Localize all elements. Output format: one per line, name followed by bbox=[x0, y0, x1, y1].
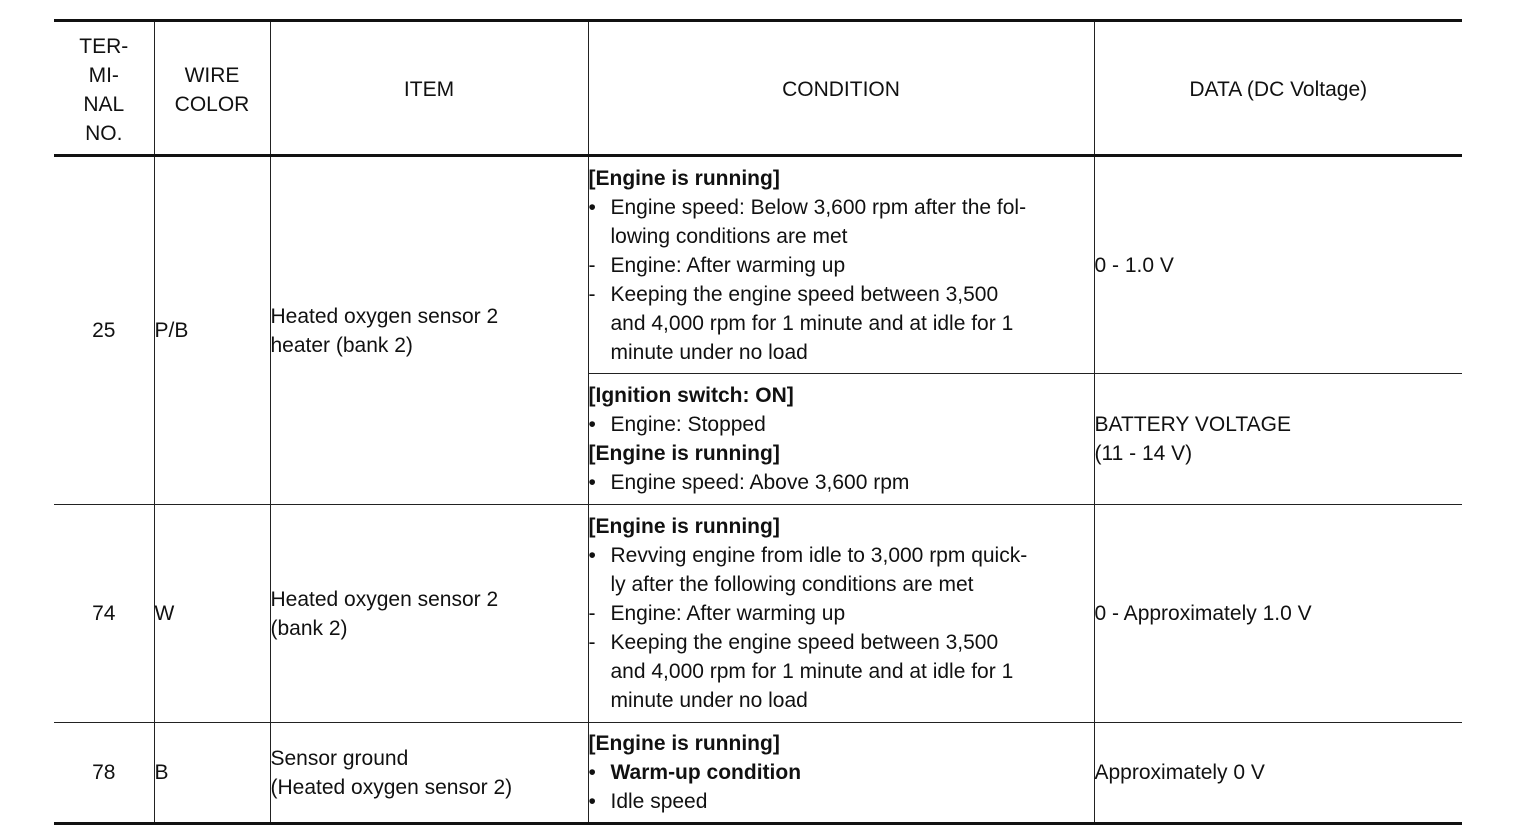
condition-heading: [Ignition switch: ON] bbox=[588, 384, 794, 407]
condition-cell bbox=[588, 505, 1094, 723]
condition-heading: [Engine is running] bbox=[588, 732, 780, 755]
header-item: ITEM bbox=[270, 21, 588, 156]
dash-marker: - bbox=[588, 602, 596, 625]
dash-marker: - bbox=[588, 253, 596, 277]
condition-heading: [Engine is running] bbox=[588, 515, 780, 538]
item-cell: Sensor ground (Heated oxygen sensor 2) bbox=[270, 723, 588, 824]
condition-item: - Keeping the engine speed between 3,500 and 4,000 rpm for 1 minute and at idle for 1 minute under no load bbox=[589, 280, 1094, 367]
wire-color-cell: P/B bbox=[154, 156, 270, 505]
condition-item: • Engine speed: Below 3,600 rpm after the fol- lowing conditions are met bbox=[589, 193, 1094, 251]
header-condition: CONDITION bbox=[588, 21, 1094, 156]
condition-item: • Engine: Stopped bbox=[589, 410, 1094, 439]
condition-cell bbox=[588, 374, 1094, 505]
condition-item: • Warm-up condition bbox=[589, 758, 1094, 787]
header-terminal-no: TER- MI- NAL NO. bbox=[79, 34, 129, 145]
bullet-marker: • bbox=[588, 195, 596, 219]
dash-marker: - bbox=[588, 282, 596, 306]
data-cell: BATTERY VOLTAGE (11 - 14 V) bbox=[1094, 374, 1462, 505]
condition-cell bbox=[588, 156, 1094, 374]
terminal-cell: 74 bbox=[54, 505, 154, 723]
terminal-cell: 78 bbox=[54, 723, 154, 824]
wire-color-cell: B bbox=[154, 723, 270, 824]
condition-item: • Idle speed bbox=[589, 787, 1094, 816]
condition-item: - Engine: After warming up bbox=[589, 251, 1094, 280]
condition-item: - Keeping the engine speed between 3,500 and 4,000 rpm for 1 minute and at idle for 1 minute under no load bbox=[589, 628, 1094, 715]
dash-marker: - bbox=[588, 631, 596, 654]
header-data: DATA (DC Voltage) bbox=[1094, 21, 1462, 156]
bullet-marker: • bbox=[588, 790, 596, 813]
table-row bbox=[54, 723, 1462, 824]
data-cell: 0 - 1.0 V bbox=[1094, 156, 1462, 374]
bullet-marker: • bbox=[588, 544, 596, 567]
data-cell: Approximately 0 V bbox=[1094, 723, 1462, 824]
condition-item: • Engine speed: Above 3,600 rpm bbox=[589, 468, 1094, 497]
item-cell: Heated oxygen sensor 2 heater (bank 2) bbox=[270, 156, 588, 505]
table-row bbox=[54, 156, 1462, 374]
condition-cell bbox=[588, 723, 1094, 824]
table-row bbox=[54, 505, 1462, 723]
condition-heading: [Engine is running] bbox=[588, 442, 780, 465]
item-cell: Heated oxygen sensor 2 (bank 2) bbox=[270, 505, 588, 723]
bullet-marker: • bbox=[588, 471, 596, 494]
terminal-data-table bbox=[54, 19, 1462, 825]
wire-color-cell: W bbox=[154, 505, 270, 723]
table-header-row bbox=[54, 21, 1462, 156]
bullet-marker: • bbox=[588, 761, 596, 784]
header-wire-color: WIRE COLOR bbox=[154, 21, 270, 156]
condition-item: • Revving engine from idle to 3,000 rpm quick- ly after the following conditions are met bbox=[589, 541, 1094, 599]
data-cell: 0 - Approximately 1.0 V bbox=[1094, 505, 1462, 723]
condition-item: - Engine: After warming up bbox=[589, 599, 1094, 628]
condition-heading: [Engine is running] bbox=[588, 166, 780, 190]
bullet-marker: • bbox=[588, 413, 596, 436]
terminal-cell: 25 bbox=[92, 319, 116, 342]
